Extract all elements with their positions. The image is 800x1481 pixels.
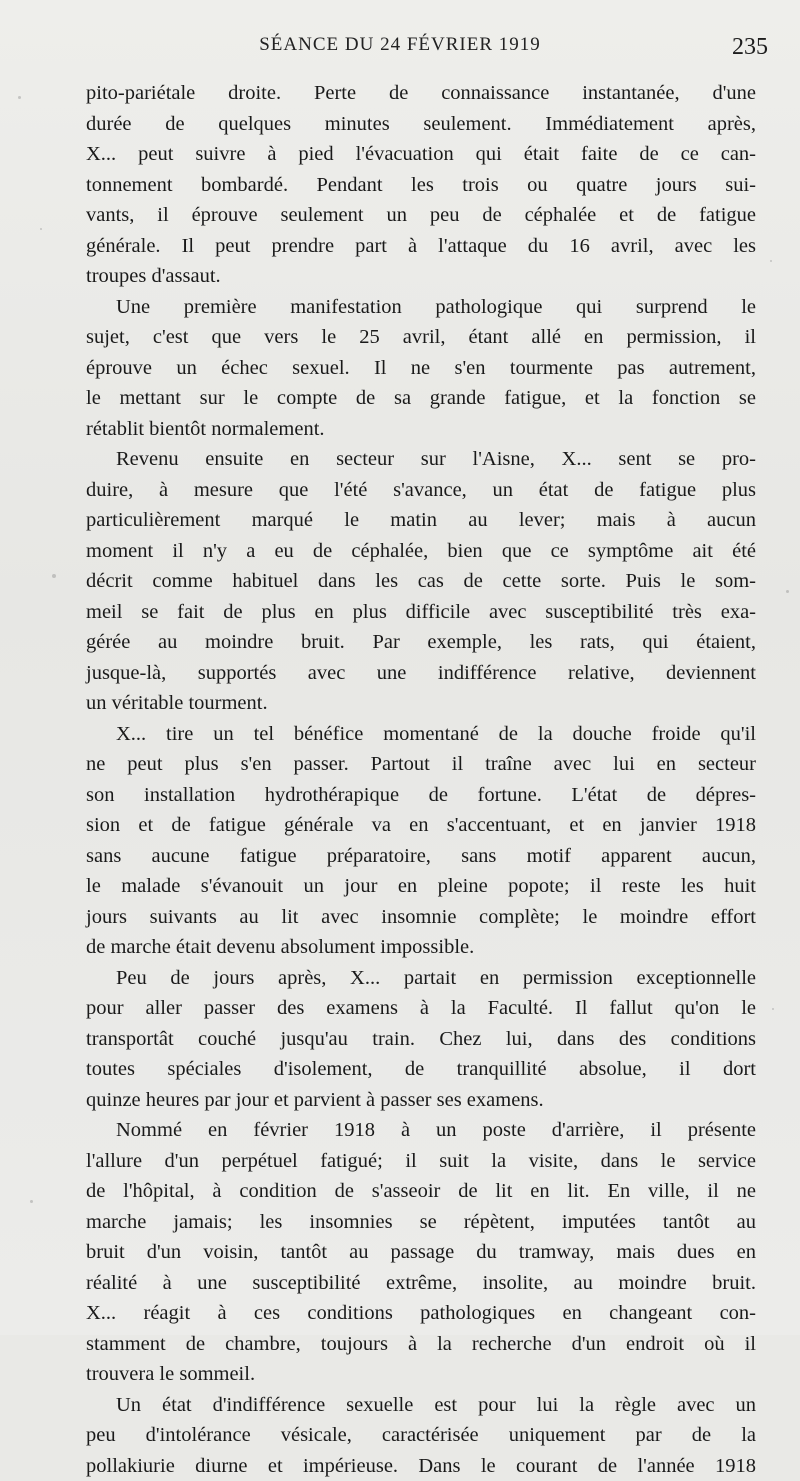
page-header (0, 34, 800, 70)
text-line: moment il n'y a eu de céphalée, bien que ce symptôme ait été (86, 536, 756, 567)
scan-speck (52, 574, 56, 578)
text-line: de marche était devenu absolument impossible. (86, 932, 756, 963)
text-line: son installation hydrothérapique de fortune. L'état de dépres- (86, 780, 756, 811)
text-line: X... réagit à ces conditions pathologiques en changeant con- (86, 1298, 756, 1329)
text-line: vants, il éprouve seulement un peu de céphalée et de fatigue (86, 200, 756, 231)
scan-speck (18, 96, 21, 99)
text-line: pito-pariétale droite. Perte de connaissance instantanée, d'une (86, 78, 756, 109)
body-text (86, 78, 756, 1481)
text-line: sion et de fatigue générale va en s'accentuant, et en janvier 1918 (86, 810, 756, 841)
text-line: troupes d'assaut. (86, 261, 756, 292)
text-line: particulièrement marqué le matin au lever; mais à aucun (86, 505, 756, 536)
paragraph-first-line: Peu de jours après, X... partait en permission exceptionnelle (86, 963, 756, 994)
text-line: rétablit bientôt normalement. (86, 414, 756, 445)
text-line: le mettant sur le compte de sa grande fatigue, et la fonction se (86, 383, 756, 414)
text-line: transportât couché jusqu'au train. Chez lui, dans des conditions (86, 1024, 756, 1055)
text-line: duire, à mesure que l'été s'avance, un état de fatigue plus (86, 475, 756, 506)
text-line: sujet, c'est que vers le 25 avril, étant allé en permission, il (86, 322, 756, 353)
scan-speck (40, 228, 42, 230)
scan-speck (770, 260, 772, 262)
text-line: le malade s'évanouit un jour en pleine popote; il reste les huit (86, 871, 756, 902)
text-line: un véritable tourment. (86, 688, 756, 719)
text-line: stamment de chambre, toujours à la recherche d'un endroit où il (86, 1329, 756, 1360)
text-line: ne peut plus s'en passer. Partout il traîne avec lui en secteur (86, 749, 756, 780)
running-head: SÉANCE DU 24 FÉVRIER 1919 (0, 34, 800, 56)
text-line: pollakiurie diurne et impérieuse. Dans le courant de l'année 1918 (86, 1451, 756, 1481)
text-line: trouvera le sommeil. (86, 1359, 756, 1390)
text-line: bruit d'un voisin, tantôt au passage du tramway, mais dues en (86, 1237, 756, 1268)
text-line: sans aucune fatigue préparatoire, sans motif apparent aucun, (86, 841, 756, 872)
text-line: l'allure d'un perpétuel fatigué; il suit la visite, dans le service (86, 1146, 756, 1177)
scan-speck (772, 1008, 774, 1010)
text-line: de l'hôpital, à condition de s'asseoir de lit en lit. En ville, il ne (86, 1176, 756, 1207)
paragraph-first-line: Nommé en février 1918 à un poste d'arrière, il présente (86, 1115, 756, 1146)
text-line: pour aller passer des examens à la Faculté. Il fallut qu'on le (86, 993, 756, 1024)
text-line: marche jamais; les insomnies se répètent, imputées tantôt au (86, 1207, 756, 1238)
text-line: X... peut suivre à pied l'évacuation qui était faite de ce can- (86, 139, 756, 170)
page-number: 235 (732, 34, 768, 61)
text-line: décrit comme habituel dans les cas de cette sorte. Puis le som- (86, 566, 756, 597)
scan-speck (786, 590, 789, 593)
text-line: meil se fait de plus en plus difficile avec susceptibilité très exa- (86, 597, 756, 628)
paragraph-first-line: Un état d'indifférence sexuelle est pour lui la règle avec un (86, 1390, 756, 1421)
text-line: gérée au moindre bruit. Par exemple, les rats, qui étaient, (86, 627, 756, 658)
text-line: générale. Il peut prendre part à l'attaque du 16 avril, avec les (86, 231, 756, 262)
text-line: toutes spéciales d'isolement, de tranquillité absolue, il dort (86, 1054, 756, 1085)
paragraph-first-line: X... tire un tel bénéfice momentané de la douche froide qu'il (86, 719, 756, 750)
text-line: éprouve un échec sexuel. Il ne s'en tourmente pas autrement, (86, 353, 756, 384)
paragraph-first-line: Une première manifestation pathologique qui surprend le (86, 292, 756, 323)
text-line: réalité à une susceptibilité extrême, insolite, au moindre bruit. (86, 1268, 756, 1299)
text-line: durée de quelques minutes seulement. Immédiatement après, (86, 109, 756, 140)
paragraph-first-line: Revenu ensuite en secteur sur l'Aisne, X... sent se pro- (86, 444, 756, 475)
text-line: peu d'intolérance vésicale, caractérisée uniquement par de la (86, 1420, 756, 1451)
text-line: tonnement bombardé. Pendant les trois ou quatre jours sui- (86, 170, 756, 201)
text-line: quinze heures par jour et parvient à passer ses examens. (86, 1085, 756, 1116)
text-line: jours suivants au lit avec insomnie complète; le moindre effort (86, 902, 756, 933)
text-line: jusque-là, supportés avec une indifférence relative, deviennent (86, 658, 756, 689)
scan-speck (30, 1200, 33, 1203)
